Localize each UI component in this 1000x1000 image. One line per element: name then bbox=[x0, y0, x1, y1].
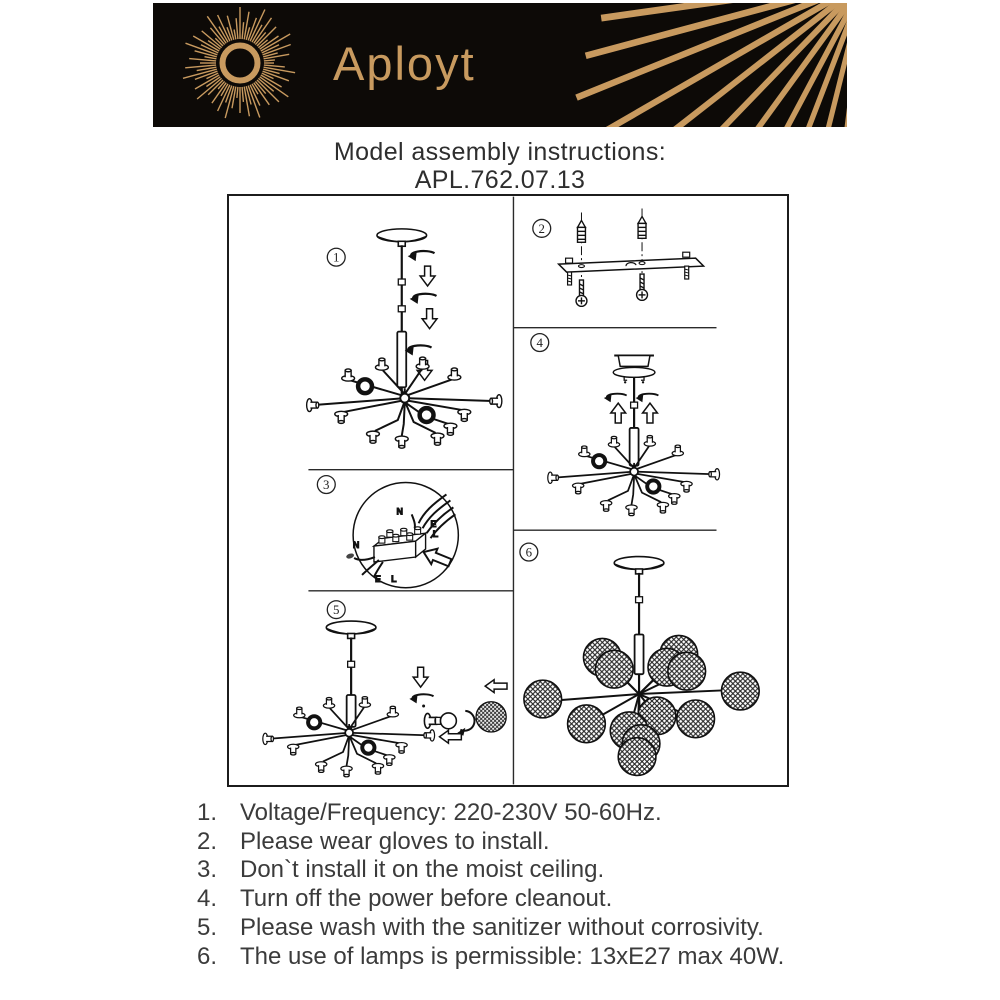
step4-hanging-drawing bbox=[548, 355, 720, 515]
note-text: Don`t install it on the moist ceiling. bbox=[240, 856, 605, 884]
wire-label-n-top: N bbox=[396, 506, 404, 517]
brand-logo-text: Aployt bbox=[333, 37, 476, 90]
step-badge-4 bbox=[531, 334, 549, 352]
wire-label-l-top: L bbox=[432, 529, 439, 540]
note-item-6 bbox=[197, 943, 837, 972]
note-text: Turn off the power before cleanout. bbox=[240, 885, 613, 913]
note-text: Voltage/Frequency: 220-230V 50-60Hz. bbox=[240, 799, 662, 826]
step2-mounting-bracket-drawing bbox=[559, 209, 704, 307]
svg-text:5: 5 bbox=[333, 603, 340, 618]
note-text: Please wash with the sanitizer without corrosivity. bbox=[240, 913, 764, 941]
step5-bulb-install-drawing bbox=[263, 621, 507, 777]
note-text: Please wear gloves to install. bbox=[240, 827, 550, 855]
note-number: 1. bbox=[197, 799, 218, 826]
step6-finished-chandelier-drawing bbox=[524, 557, 759, 776]
step-badge-5 bbox=[327, 601, 345, 619]
banner-decoration bbox=[153, 3, 847, 127]
sunburst-ring-icon bbox=[223, 46, 258, 81]
wire-label-l-bottom: L bbox=[391, 573, 397, 584]
step-badge-2 bbox=[533, 219, 551, 237]
svg-text:3: 3 bbox=[323, 478, 330, 493]
note-number: 2. bbox=[197, 827, 218, 855]
svg-text:1: 1 bbox=[333, 250, 340, 265]
wire-label-e-top: E bbox=[430, 519, 437, 530]
assembly-diagram bbox=[229, 196, 787, 785]
wire-label-n-bottom: N bbox=[352, 540, 360, 551]
note-item-4 bbox=[197, 885, 837, 914]
note-number: 5. bbox=[197, 913, 218, 941]
svg-text:6: 6 bbox=[525, 545, 533, 560]
note-item-2 bbox=[197, 828, 837, 857]
model-number: APL.762.07.13 bbox=[414, 166, 586, 194]
safety-notes-list bbox=[197, 799, 837, 971]
note-item-5 bbox=[197, 914, 837, 943]
note-number: 6. bbox=[197, 942, 218, 970]
step-badge-1 bbox=[327, 248, 345, 266]
note-number: 3. bbox=[197, 856, 218, 884]
note-item-1 bbox=[197, 799, 837, 828]
step-badge-3 bbox=[317, 476, 335, 494]
wire-label-e-bottom: E bbox=[374, 573, 381, 584]
svg-text:4: 4 bbox=[536, 336, 543, 351]
assembly-diagram-box bbox=[227, 194, 789, 787]
corner-rays-decoration bbox=[575, 3, 847, 127]
note-item-3 bbox=[197, 856, 837, 885]
step-badge-6 bbox=[520, 543, 538, 561]
svg-text:2: 2 bbox=[538, 221, 545, 236]
brand-banner bbox=[153, 3, 847, 127]
step3-wiring-detail-drawing bbox=[346, 483, 459, 588]
note-number: 4. bbox=[197, 885, 218, 913]
note-text: The use of lamps is permissible: 13xE27 max 40W. bbox=[240, 942, 785, 970]
page-title: Model assembly instructions: bbox=[333, 138, 667, 166]
